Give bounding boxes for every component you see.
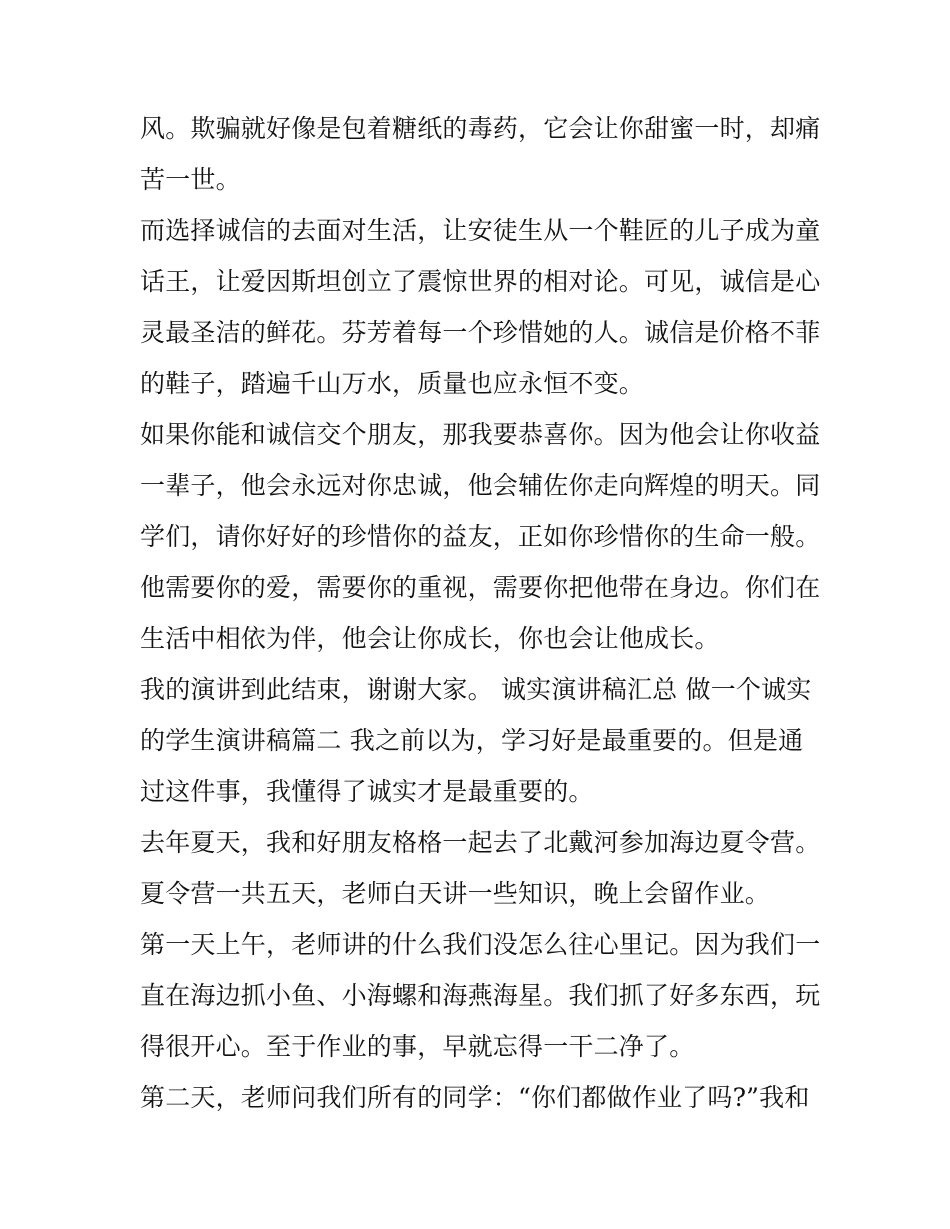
text-line: 学们，请你好好的珍惜你的益友，正如你珍惜你的生命一般。: [140, 522, 821, 551]
text-line: 的鞋子，踏遍千山万水，质量也应永恒不变。: [140, 369, 645, 398]
text-line: 一辈子，他会永远对你忠诚，他会辅佐你走向辉煌的明天。同: [140, 471, 821, 500]
text-line: 生活中相依为伴，他会让你成长，你也会让他成长。: [140, 624, 720, 653]
text-line: 苦一世。: [140, 165, 241, 194]
text-line: 的学生演讲稿篇二 我之前以为，学习好是最重要的。但是通: [140, 726, 804, 755]
text-line: 第一天上午，老师讲的什么我们没怎么往心里记。因为我们一: [140, 930, 821, 959]
text-line: 第二天，老师问我们所有的同学：“你们都做作业了吗?”我和: [140, 1083, 810, 1112]
text-line: 风。欺骗就好像是包着糖纸的毒药，它会让你甜蜜一时，却痛: [140, 114, 821, 143]
text-line: 他需要你的爱，需要你的重视，需要你把他带在身边。你们在: [140, 573, 821, 602]
text-line: 而选择诚信的去面对生活，让安徒生从一个鞋匠的儿子成为童: [140, 216, 821, 245]
text-line: 灵最圣洁的鲜花。芬芳着每一个珍惜她的人。诚信是价格不菲: [140, 318, 821, 347]
text-line: 过这件事，我懂得了诚实才是最重要的。: [140, 777, 594, 806]
text-line: 话王，让爱因斯坦创立了震惊世界的相对论。可见，诚信是心: [140, 267, 821, 296]
text-line: 去年夏天，我和好朋友格格一起去了北戴河参加海边夏令营。: [140, 828, 821, 857]
text-line: 如果你能和诚信交个朋友，那我要恭喜你。因为他会让你收益: [140, 420, 821, 449]
text-line: 得很开心。至于作业的事，早就忘得一干二净了。: [140, 1032, 695, 1061]
text-line: 我的演讲到此结束，谢谢大家。 诚实演讲稿汇总 做一个诚实: [140, 675, 812, 704]
text-line: 直在海边抓小鱼、小海螺和海燕海星。我们抓了好多东西，玩: [140, 981, 821, 1010]
document-body: [140, 103, 820, 1123]
text-line: 夏令营一共五天，老师白天讲一些知识，晚上会留作业。: [140, 879, 771, 908]
